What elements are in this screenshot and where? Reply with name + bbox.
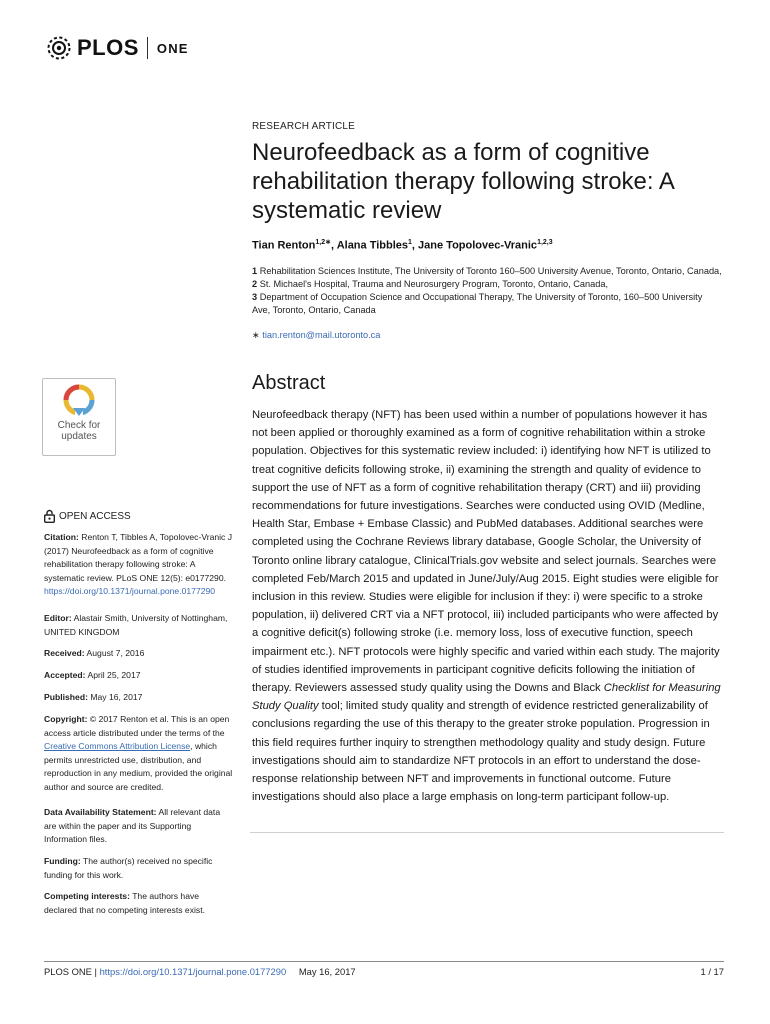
copyright-text: © 2017 Renton et al. This is an open access article distributed under the terms of the (44, 714, 230, 738)
competing-interests-block (44, 890, 234, 917)
page-number: 1 / 17 (700, 966, 724, 977)
received-block (44, 647, 234, 661)
author-name[interactable]: Alana Tibbles (336, 239, 409, 252)
data-availability-block (44, 806, 234, 847)
affiliations (252, 265, 722, 317)
abstract-divider (250, 832, 724, 833)
footer-separator: | (94, 966, 97, 977)
data-availability-text: All relevant data are within the paper and its Supporting Information files. (44, 807, 221, 845)
open-lock-icon (44, 509, 55, 523)
citation-doi-link[interactable]: https://doi.org/10.1371/journal.pone.0177290 (44, 586, 216, 597)
editor-text: Alastair Smith, University of Nottingham, UNITED KINGDOM (44, 613, 228, 637)
accepted-label: Accepted: (44, 670, 86, 680)
check-for-updates-icon (61, 384, 97, 420)
footer-date: May 16, 2017 (298, 966, 356, 977)
abstract-heading: Abstract (252, 372, 326, 394)
author-name[interactable]: Tian Renton (252, 239, 316, 252)
published-block (44, 691, 234, 705)
check-for-updates-label: Check for updates (57, 420, 101, 442)
author-affiliation-marker: 1 (408, 239, 412, 246)
affiliation-number: 3 (252, 292, 258, 302)
plos-one-logo (44, 33, 189, 63)
abstract-text: Neurofeedback therapy (NFT) has been used within a number of populations however it has not been applied or thoroughly examined as a form of cognitive rehabilitation within a stroke population. Objectives for this systematic review included: i) identifying how NFT is utilized to treat cognitive deficits following stroke, ii) examining the strength and quality of evidence to support the use of NFT as a form of cognitive rehabilitation therapy (CRT) and iii) providing recommendations for future investigations. Searches were conducted using OVID (Medline, Health Star, Embase + Embase Classic) and PubMed databases. Additional searches were completed using the Cochrane Reviews library database, Google Scholar, the University of Toronto online library catalogue, ClinicalTrials.gov website and select journals. Searches were completed Feb/March 2015 and updated in June/July/Aug 2015. Eight studies were eligible for inclusion in this review. Studies were eligible for inclusion if they: i) were specific to a stroke population, ii) delivered CRT via a NFT protocol, iii) included participants who were affected by a cognitive deficit(s) following stroke (i.e. memory loss, loss of executive function, speech impairment etc.). NFT protocols were highly specific and varied within each study. The majority of studies identified improvements in participant cognitive deficits following the initiation of therapy. Reviewers assessed study quality using the Downs and Black (252, 409, 720, 695)
plos-burst-logo-icon (44, 33, 74, 63)
received-date: August 7, 2016 (86, 648, 145, 658)
logo-wordmark: PLOS (77, 35, 139, 60)
received-label: Received: (44, 648, 85, 658)
footer-doi-link[interactable]: https://doi.org/10.1371/journal.pone.0177290 (99, 966, 287, 977)
open-access-badge (44, 509, 131, 523)
abstract-body (252, 406, 725, 806)
abstract-italic-tool-name: Checklist for Measuring Study Quality (252, 682, 721, 713)
affiliation-number: 1 (252, 266, 258, 276)
funding-block (44, 855, 234, 882)
license-link[interactable]: Creative Commons Attribution License (44, 741, 191, 752)
article-type: RESEARCH ARTICLE (252, 121, 356, 132)
corresponding-email-link[interactable]: tian.renton@mail.utoronto.ca (262, 330, 381, 340)
check-for-updates-button[interactable] (42, 378, 116, 456)
affiliation-text: St. Michael's Hospital, Trauma and Neurosurgery Program, Toronto, Ontario, Canada, (259, 279, 609, 289)
data-availability-label: Data Availability Statement: (44, 807, 157, 817)
citation-text: Renton T, Tibbles A, Topolovec-Vranic J (2017) Neurofeedback as a form of cognitive rehabilitation therapy following stroke: A systematic review. PLoS ONE 12(5): e0177290. (44, 532, 233, 583)
funding-label: Funding: (44, 856, 81, 866)
copyright-text: , which permits unrestricted use, distribution, and reproduction in any medium, provided the original author and source are credited. (44, 741, 233, 792)
editor-label: Editor: (44, 613, 72, 623)
logo-divider (147, 37, 148, 59)
corresponding-marker: ∗ (252, 330, 260, 340)
author-list: Tian Renton$^{1,2∗}$, Alana Tibbles$^1$, Jane Topolovec-Vranic$^{1,2,3}$ (252, 239, 553, 252)
copyright-block (44, 713, 234, 795)
affiliation-text: Rehabilitation Sciences Institute, The University of Toronto 160–500 University Avenue, Toronto, Ontario, Canada, (259, 266, 722, 276)
abstract-text: tool; limited study quality and strength of evidence restricted generalizability of conclusions regarding the use of this therapy to the greater stroke population. Progression in this field requires further inquiry to strengthen methodology quality and study design. Future investigations should aim to standardize NFT protocols in an effort to understand the dose-response relationship between NFT and improvements in functional outcome. Future investigations should also place a large emphasis on long-term participant follow-up. (252, 700, 710, 804)
author-affiliation-marker: 1,2 (315, 239, 326, 246)
accepted-block (44, 669, 234, 683)
citation-block (44, 531, 234, 599)
funding-text: The author(s) received no specific funding for this work. (44, 856, 213, 880)
logo-journal-name: ONE (156, 40, 189, 56)
corresponding-author-marker: ∗ (325, 239, 331, 246)
accepted-date: April 25, 2017 (87, 670, 141, 680)
copyright-label: Copyright: (44, 714, 88, 724)
footer-divider (44, 961, 724, 962)
footer-journal-name: PLOS ONE (44, 966, 92, 977)
author-name[interactable]: Jane Topolovec-Vranic (418, 239, 538, 252)
editor-block (44, 612, 234, 639)
citation-label: Citation: (44, 532, 79, 542)
published-date: May 16, 2017 (90, 692, 143, 702)
author-affiliation-marker: 1,2,3 (537, 239, 553, 246)
open-access-label: OPEN ACCESS (59, 510, 131, 522)
article-title: Neurofeedback as a form of cognitive rehabilitation therapy following stroke: A systematic review (252, 139, 674, 224)
affiliation-text: Department of Occupation Science and Occupational Therapy, The University of Toronto, 160–500 University Ave, Toronto, Ontario, Canada (252, 292, 703, 315)
published-label: Published: (44, 692, 88, 702)
corresponding-author (252, 330, 380, 341)
competing-interests-label: Competing interests: (44, 891, 130, 901)
page-footer (44, 966, 356, 977)
affiliation-number: 2 (252, 279, 258, 289)
competing-interests-text: The authors have declared that no competing interests exist. (44, 891, 205, 915)
